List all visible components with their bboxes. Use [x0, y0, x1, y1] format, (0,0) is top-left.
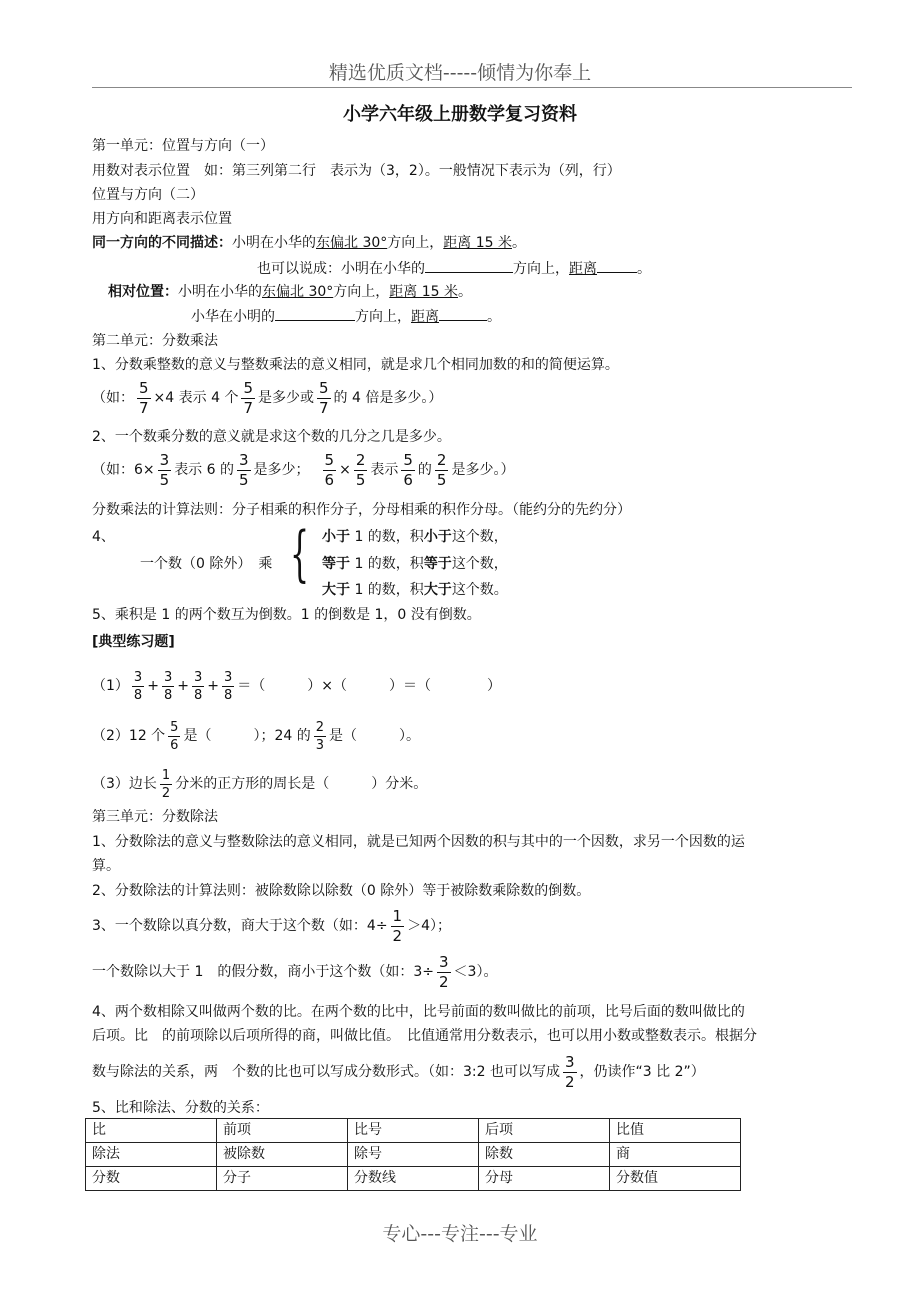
practice-q3 [92, 762, 427, 806]
table-cell: 分子 [217, 1167, 348, 1191]
table-cell: 分母 [479, 1167, 610, 1191]
also-say-line [257, 258, 651, 279]
fill-blank[interactable] [425, 258, 513, 273]
fill-blank[interactable] [439, 306, 487, 321]
fraction: $\frac{3}{2}$ [439, 952, 449, 991]
fraction: $\frac{1}{2}$ [392, 906, 403, 945]
unit3-p3 [92, 904, 451, 948]
unit2-p4-number: 4、 [92, 529, 115, 545]
text: 方向上， [333, 284, 390, 300]
text: 小于 [423, 529, 452, 545]
fraction: $\frac{2}{5}$ [355, 450, 366, 489]
text: 小明在小华的 [178, 284, 262, 300]
text: ＝（ ）×（ ）＝（ ） [237, 678, 501, 694]
text: 是多少或 [258, 390, 314, 406]
table-cell: 商 [610, 1143, 741, 1167]
table-cell: 后项 [479, 1119, 610, 1143]
text: 是多少； [253, 462, 310, 478]
relative-position-line [108, 282, 472, 302]
text: 方向上， [355, 309, 411, 325]
table-row [86, 1167, 741, 1191]
fraction: $\frac{3}{8}$ [133, 669, 143, 703]
unit3-p1b: 算。 [92, 858, 120, 874]
table-cell: 比值 [610, 1119, 741, 1143]
unit2-p5: 5、乘积是 1 的两个数互为倒数。1 的倒数是 1，0 没有倒数。 [92, 607, 481, 623]
text: （如： [92, 390, 134, 406]
text: 1 的数，积 [350, 582, 424, 598]
fraction: $\frac{3}{8}$ [163, 669, 173, 703]
text: 小于 [322, 529, 350, 545]
text: 分米的正方形的周长是（ ）分米。 [175, 776, 428, 792]
table-cell: 比号 [348, 1119, 479, 1143]
table-cell: 分数值 [610, 1167, 741, 1191]
unit3-p4a: 4、两个数相除又叫做两个数的比。在两个数的比中，比号前面的数叫做比的前项，比号后面的数叫做比的 [92, 1004, 745, 1020]
text: 数与除法的关系，两 个数的比也可以写成分数形式。（如：3:2 也可以写成 [92, 1064, 560, 1080]
table-row [86, 1119, 741, 1143]
table-cell: 被除数 [217, 1143, 348, 1167]
text: 。 [457, 284, 472, 300]
fraction: $\frac{1}{2}$ [161, 767, 171, 801]
table-cell: 除数 [479, 1143, 610, 1167]
times-sign: × [339, 462, 351, 478]
unit3-p1a: 1、分数除法的意义与整数除法的意义相同，就是已知两个因数的积与其中的一个因数，求另一个因数的运 [92, 834, 745, 850]
text: ×4 表示 4 个 [153, 390, 239, 406]
unit2-p1-example [92, 376, 442, 420]
text: 小明在小华的 [232, 235, 316, 251]
fraction: $\frac{3}{2}$ [564, 1052, 575, 1091]
text: 是（ ）。 [329, 728, 420, 744]
text: 这个数， [451, 529, 508, 545]
header-divider [92, 87, 852, 88]
table-cell: 除法 [86, 1143, 217, 1167]
text: 这个数， [451, 556, 508, 572]
fraction: $\frac{3}{8}$ [193, 669, 203, 703]
fraction: $\frac{2}{5}$ [436, 450, 447, 489]
direction-value: 东偏北 30° [262, 284, 334, 300]
fraction: $\frac{3}{8}$ [223, 669, 233, 703]
text: 1 的数，积 [350, 556, 424, 572]
p4-case-1 [322, 527, 508, 547]
plus-sign: + [207, 678, 219, 694]
p4-case-2 [322, 554, 508, 574]
table-cell: 比 [86, 1119, 217, 1143]
text: 。 [511, 235, 526, 251]
distance-value: 距离 15 米 [443, 235, 512, 251]
table-row [86, 1143, 741, 1167]
fraction: $\frac{5}{6}$ [403, 450, 413, 489]
text: 等于 [322, 556, 350, 572]
unit3-p5: 5、比和除法、分数的关系： [92, 1100, 269, 1116]
text: ＜3）。 [453, 964, 498, 980]
text: 方向上， [387, 235, 444, 251]
table-cell: 分数线 [348, 1167, 479, 1191]
unit1-line2: 用方向和距离表示位置 [92, 211, 232, 227]
distance-label: 距离 [411, 309, 439, 325]
text: 的 4 倍是多少。） [333, 390, 443, 406]
text: 小华在小明的 [191, 309, 275, 325]
brace-icon: { [290, 519, 310, 589]
text: 方向上， [513, 261, 569, 277]
unit3-p2: 2、分数除法的计算法则：被除数除以除数（0 除外）等于被除数乘除数的倒数。 [92, 883, 591, 899]
text: 是（ ）；24 的 [183, 728, 311, 744]
text: 1 的数，积 [350, 529, 424, 545]
relative-position-line-2 [191, 306, 501, 327]
text: 的 [417, 462, 432, 478]
unit2-p1: 1、分数乘整数的意义与整数乘法的意义相同，就是求几个相同加数的和的简便运算。 [92, 357, 619, 373]
page-header: 精选优质文档-----倾情为你奉上 [328, 62, 592, 84]
table-cell: 除号 [348, 1143, 479, 1167]
text: 是多少。） [451, 462, 515, 478]
text: 这个数。 [451, 582, 508, 598]
direction-value: 东偏北 30° [316, 235, 388, 251]
same-direction-label: 同一方向的不同描述： [92, 235, 232, 251]
unit3-p4c [92, 1050, 705, 1094]
page-title: 小学六年级上册数学复习资料 [343, 104, 577, 125]
practice-q1 [92, 664, 501, 708]
plus-sign: + [147, 678, 159, 694]
text: 。 [487, 309, 501, 325]
table-cell: 分数 [86, 1167, 217, 1191]
text: 。 [637, 261, 651, 277]
fill-blank[interactable] [597, 258, 637, 273]
text: （2）12 个 [92, 728, 166, 744]
fill-blank[interactable] [275, 306, 355, 321]
text: （如：6× [92, 462, 155, 478]
text: 表示 [370, 462, 399, 478]
unit1-heading: 第一单元：位置与方向（一） [92, 138, 274, 154]
fraction: $\frac{5}{7}$ [319, 378, 329, 417]
unit2-p2-example [92, 448, 514, 492]
text: （3）边长 [92, 776, 157, 792]
text: 也可以说成：小明在小华的 [257, 261, 425, 277]
text: 大于 [423, 582, 452, 598]
unit1-line1: 用数对表示位置 如：第三列第二行 表示为（3，2）。一般情况下表示为（列，行） [92, 163, 621, 179]
practice-q2 [92, 714, 420, 758]
fraction: $\frac{5}{6}$ [170, 719, 179, 753]
plus-sign: + [177, 678, 189, 694]
unit3-p4b: 后项。比 的前项除以后项所得的商，叫做比值。 比值通常用分数表示，也可以用小数或整数表示。根据分 [92, 1028, 757, 1044]
fraction: $\frac{5}{6}$ [324, 450, 335, 489]
text: 等于 [423, 556, 452, 572]
text: 一个数除以大于 1 的假分数，商小于这个数（如：3÷ [92, 964, 434, 980]
fraction: $\frac{5}{7}$ [139, 378, 149, 417]
fraction: $\frac{5}{7}$ [243, 378, 253, 417]
page-footer: 专心---专注---专业 [382, 1223, 538, 1245]
unit2-rule: 分数乘法的计算法则：分子相乘的积作分子，分母相乘的积作分母。（能约分的先约分） [92, 502, 631, 518]
relative-position-label: 相对位置： [108, 284, 178, 300]
unit2-p4-lead: 一个数（0 除外） 乘 [140, 556, 273, 572]
fraction: $\frac{3}{5}$ [159, 450, 170, 489]
fraction: $\frac{3}{5}$ [239, 450, 249, 489]
text: ，仍读作“3 比 2”） [579, 1064, 705, 1080]
text: ＞4）； [407, 918, 452, 934]
relation-table [85, 1118, 741, 1191]
distance-value: 距离 15 米 [389, 284, 458, 300]
unit3-p3b [92, 950, 497, 994]
distance-label: 距离 [569, 261, 597, 277]
unit2-p2: 2、一个数乘分数的意义就是求这个数的几分之几是多少。 [92, 429, 451, 445]
practice-heading: [典型练习题] [92, 634, 175, 650]
table-cell: 前项 [217, 1119, 348, 1143]
unit2-heading: 第二单元：分数乘法 [92, 333, 218, 349]
same-direction-line [92, 233, 526, 253]
text: 表示 6 的 [174, 462, 234, 478]
fraction: $\frac{2}{3}$ [315, 719, 324, 753]
unit1-heading2: 位置与方向（二） [92, 187, 204, 203]
text: （1） [92, 678, 129, 694]
text: 大于 [322, 582, 350, 598]
unit3-heading: 第三单元：分数除法 [92, 809, 218, 825]
p4-case-3 [322, 580, 508, 600]
text: 3、一个数除以真分数，商大于这个数（如：4÷ [92, 918, 388, 934]
